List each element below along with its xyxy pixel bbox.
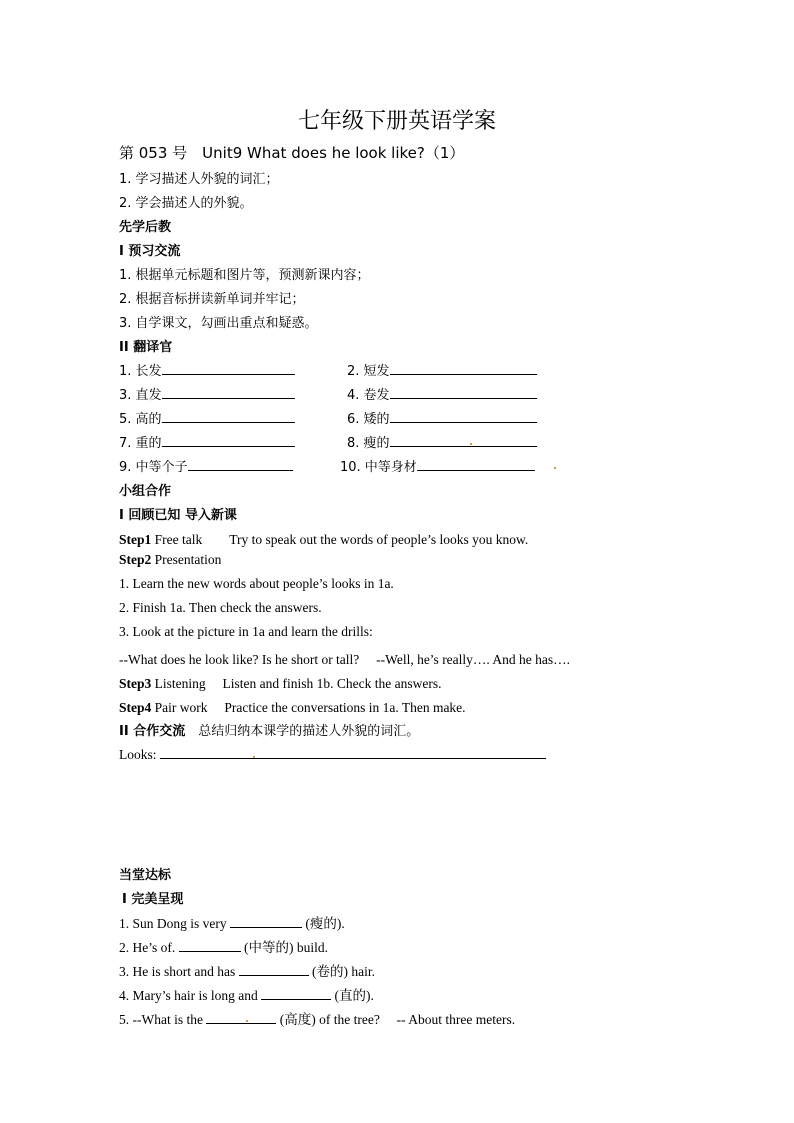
- preview-item-1: 1. 根据单元标题和图片等，预测新课内容；: [119, 268, 370, 283]
- translate-item-1: 1. 长发: [119, 360, 295, 379]
- translate-item-6: 6. 矮的: [347, 408, 537, 427]
- exercise-4: 4. Mary’s hair is long and (直的).: [119, 984, 374, 1004]
- step2-line-3: 3. Look at the picture in 1a and learn the drills:: [119, 624, 373, 639]
- step2-line-2: 2. Finish 1a. Then check the answers.: [119, 600, 322, 615]
- exercise-1: 1. Sun Dong is very (瘦的).: [119, 912, 345, 932]
- answer-blank[interactable]: [162, 432, 295, 447]
- page-title: 七年级下册英语学案: [297, 109, 496, 134]
- step3: Step3 Listening Listen and finish 1b. Check the answers.: [119, 676, 442, 691]
- answer-blank[interactable]: [390, 408, 537, 423]
- step2: Step2 Presentation: [119, 552, 222, 567]
- looks-row: Looks:: [119, 744, 546, 763]
- step1: Step1 Free talk Try to speak out the words of people’s looks you know.: [119, 532, 529, 547]
- section-group-heading: 小组合作: [119, 484, 172, 499]
- answer-blank[interactable]: [239, 961, 309, 976]
- step2-line-4: --What does he look like? Is he short or tall? --Well, he’s really…. And he has….: [119, 652, 571, 667]
- section-class-heading: 当堂达标: [119, 868, 172, 883]
- cooperate: II 合作交流 总结归纳本课学的描述人外貌的词汇。: [119, 724, 420, 739]
- preview-item-3: 3. 自学课文，勾画出重点和疑惑。: [119, 316, 318, 331]
- answer-blank[interactable]: [188, 456, 293, 471]
- review-heading: I 回顾已知 导入新课: [119, 508, 237, 523]
- section-pre-heading: 先学后教: [119, 220, 172, 235]
- answer-blank[interactable]: [179, 937, 241, 952]
- answer-blank[interactable]: [261, 985, 331, 1000]
- answer-blank[interactable]: [417, 456, 535, 471]
- answer-blank[interactable]: [390, 360, 537, 375]
- perfect-heading: I 完美呈现: [122, 892, 184, 907]
- step4: Step4 Pair work Practice the conversations in 1a. Then make.: [119, 700, 466, 715]
- translate-heading: II 翻译官: [119, 340, 173, 355]
- step2-line-1: 1. Learn the new words about people’s looks in 1a.: [119, 576, 394, 591]
- translate-item-8: 8. 瘦的: [347, 432, 537, 451]
- translate-item-9: 9. 中等个子: [119, 456, 293, 475]
- translate-item-10: 10. 中等身材: [340, 456, 535, 475]
- answer-blank[interactable]: [390, 432, 537, 447]
- answer-blank[interactable]: [206, 1009, 276, 1024]
- translate-item-4: 4. 卷发: [347, 384, 537, 403]
- exercise-2: 2. He’s of. (中等的) build.: [119, 936, 328, 956]
- translate-item-2: 2. 短发: [347, 360, 537, 379]
- goal-1: 1. 学习描述人外貌的词汇；: [119, 172, 279, 187]
- exercise-3: 3. He is short and has (卷的) hair.: [119, 960, 375, 980]
- answer-blank[interactable]: [390, 384, 537, 399]
- preview-heading: I 预习交流: [119, 244, 181, 259]
- answer-blank[interactable]: [162, 360, 295, 375]
- looks-blank[interactable]: [160, 744, 546, 759]
- preview-item-2: 2. 根据音标拼读新单词并牢记；: [119, 292, 305, 307]
- answer-blank[interactable]: [162, 384, 295, 399]
- lesson-subtitle: 第 053 号 Unit9 What does he look like?（1）: [119, 144, 465, 162]
- goal-2: 2. 学会描述人的外貌。: [119, 196, 253, 211]
- exercise-5: 5. --What is the (高度) of the tree? -- About three meters.: [119, 1008, 515, 1028]
- translate-item-5: 5. 高的: [119, 408, 295, 427]
- answer-blank[interactable]: [230, 913, 302, 928]
- answer-blank[interactable]: [162, 408, 295, 423]
- translate-item-7: 7. 重的: [119, 432, 295, 451]
- translate-item-3: 3. 直发: [119, 384, 295, 403]
